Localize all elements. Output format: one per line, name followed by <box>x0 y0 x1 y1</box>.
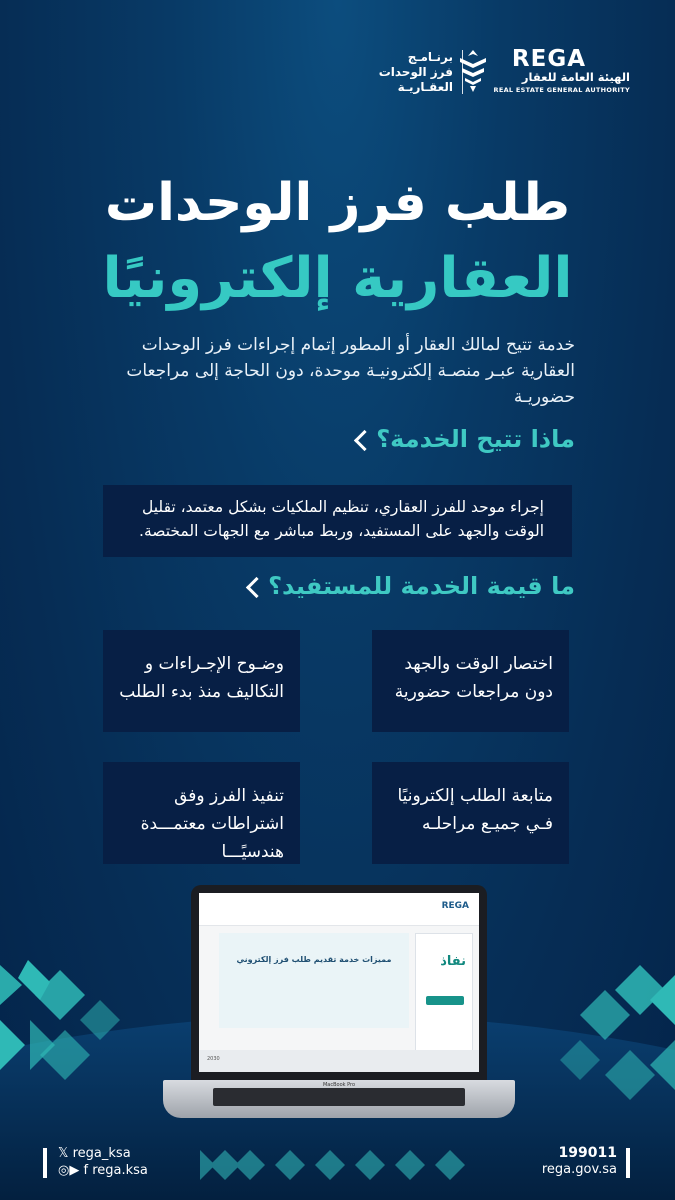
laptop-lid <box>191 885 487 1080</box>
rega-english-name: REAL ESTATE GENERAL AUTHORITY <box>493 86 630 94</box>
screen-banner-title: مميزات خدمة تقديم طلب فرز إلكتروني <box>236 955 392 964</box>
rega-emblem-icon <box>454 48 492 94</box>
instagram-handle[interactable] <box>58 1163 148 1178</box>
footer-bracket <box>43 1148 47 1178</box>
section-heading-text: ماذا تتيح الخدمة؟ <box>376 425 575 453</box>
program-logo <box>363 50 453 95</box>
rega-logo <box>440 48 630 98</box>
laptop-mockup <box>163 885 515 1130</box>
footer-bracket <box>626 1148 630 1178</box>
rega-arabic-name: الهيئة العامة للعقار <box>521 70 630 84</box>
instagram-handle-text: rega.ksa <box>92 1163 148 1178</box>
benefit-card: تنفيذ الفرز وفق اشتراطات معتمـــدة هندسيًـــا <box>103 762 300 864</box>
screen-footer <box>199 1050 479 1072</box>
main-title-line-1: طلب فرز الوحدات <box>104 173 571 233</box>
benefit-card: متابعة الطلب إلكترونيًا فـي جميـع مراحلـه <box>372 762 569 864</box>
section-heading-text: ما قيمة الخدمة للمستفيد؟ <box>268 572 575 600</box>
phone-number[interactable]: 199011 <box>558 1145 617 1161</box>
header-divider <box>462 50 463 94</box>
screen-logo: REGA <box>441 901 469 911</box>
laptop-screen <box>199 893 479 1072</box>
program-logo-line: العقـاريـة <box>397 80 453 94</box>
program-logo-line: فرز الوحدات <box>378 65 453 79</box>
benefit-card: اختصار الوقت والجهد دون مراجعات حضورية <box>372 630 569 732</box>
website-link[interactable]: rega.gov.sa <box>541 1162 617 1177</box>
x-icon: 𝕏 <box>58 1146 69 1161</box>
instagram-icon: ◎▶ f <box>58 1163 89 1178</box>
chevron-left-icon <box>354 429 375 450</box>
screen-login-panel <box>415 933 473 1055</box>
x-handle-text: rega_ksa <box>72 1146 131 1161</box>
laptop-keyboard <box>213 1088 465 1106</box>
screen-topbar <box>199 893 479 926</box>
section-heading-what <box>95 425 575 453</box>
laptop-base <box>163 1080 515 1118</box>
benefit-card: وضـوح الإجـراءات و التكاليف منذ بدء الطلب <box>103 630 300 732</box>
screen-banner <box>219 933 409 1028</box>
rega-wordmark: REGA <box>511 46 586 72</box>
chevron-left-icon <box>246 576 267 597</box>
program-logo-line: برنـامـج <box>407 50 453 64</box>
service-description-card: إجراء موحد للفرز العقاري، تنظيم الملكيات بشكل معتمد، تقليل الوقت والجهد على المستفيد، وربط مباشر مع الجهات المختصة. <box>103 485 572 557</box>
section-heading-value <box>95 572 575 600</box>
main-title-line-2: العقارية إلكترونيًا <box>102 246 573 311</box>
screen-nafath: نفاذ <box>440 954 466 969</box>
screen-footer-text: 2030 <box>207 1056 220 1062</box>
intro-text: خدمة تتيح لمالك العقار أو المطور إتمام إجراءات فرز الوحدات العقارية عبـر منصـة إلكترونيـة موحدة، دون الحاجة إلى مراجعات حضوريـة <box>126 335 575 407</box>
laptop-label: MacBook Pro <box>322 1082 356 1088</box>
x-handle[interactable] <box>58 1146 131 1161</box>
screen-login-button <box>426 996 464 1005</box>
